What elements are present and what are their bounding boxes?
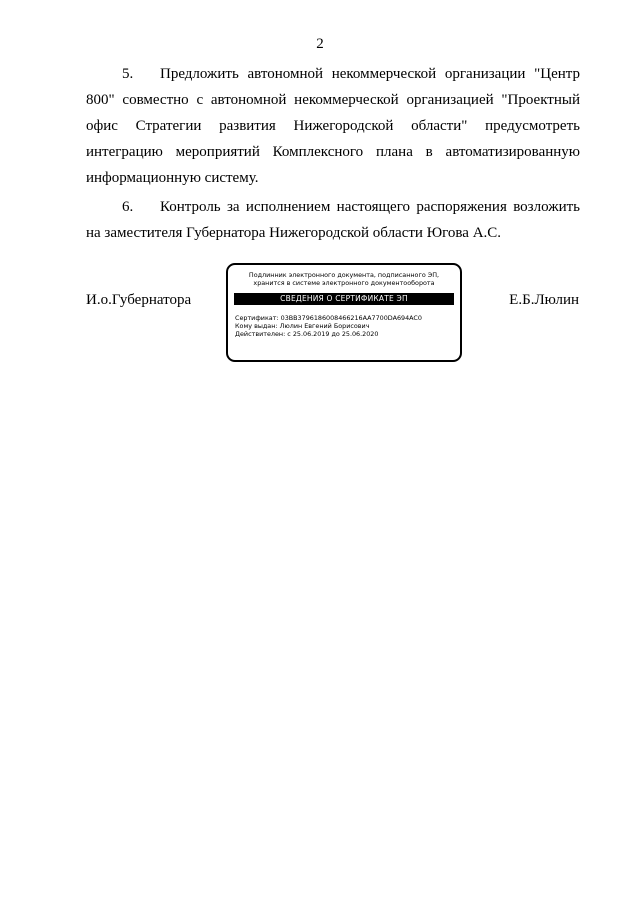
- paragraph-number: 5.: [122, 66, 134, 82]
- certificate-label: Сертификат:: [235, 314, 279, 322]
- stamp-details: [235, 314, 454, 338]
- stamp-header: [228, 271, 460, 287]
- stamp-header-line: хранится в системе электронного документооборота: [253, 279, 435, 287]
- issued-to-row: [235, 322, 454, 330]
- document-body: [86, 61, 580, 246]
- paragraph-6: [86, 194, 580, 246]
- stamp-header-line: Подлинник электронного документа, подписанного ЭП,: [248, 271, 440, 279]
- signer-name: Е.Б.Люлин: [509, 292, 579, 308]
- signer-position: И.о.Губернатора: [86, 292, 192, 308]
- page-number: 2: [316, 36, 324, 52]
- issued-to-value: Люлин Евгений Борисович: [279, 322, 370, 330]
- validity-row: [235, 330, 454, 338]
- electronic-signature-stamp: [226, 263, 462, 362]
- paragraph-number: 6.: [122, 199, 134, 215]
- paragraph-text: Предложить автономной некоммерческой организации "Центр 800" совместно с автономной некоммерческой организацией "Проектный офис Стратегии развития Нижегородской области" предусмотреть интеграцию мероприятий Комплексного плана в автоматизированную информационную систему.: [86, 66, 580, 186]
- validity-label: Действителен:: [235, 330, 286, 338]
- issued-to-label: Кому выдан:: [235, 322, 278, 330]
- validity-value: с 25.06.2019 до 25.06.2020: [287, 330, 379, 338]
- paragraph-text: Контроль за исполнением настоящего распоряжения возложить на заместителя Губернатора Нижегородской области Югова А.С.: [86, 199, 580, 241]
- paragraph-5: [86, 61, 580, 191]
- stamp-title: СВЕДЕНИЯ О СЕРТИФИКАТЕ ЭП: [234, 293, 454, 305]
- certificate-value: 03BB3796186008466216AA7700DA694AC0: [280, 314, 422, 322]
- certificate-row: [235, 314, 454, 322]
